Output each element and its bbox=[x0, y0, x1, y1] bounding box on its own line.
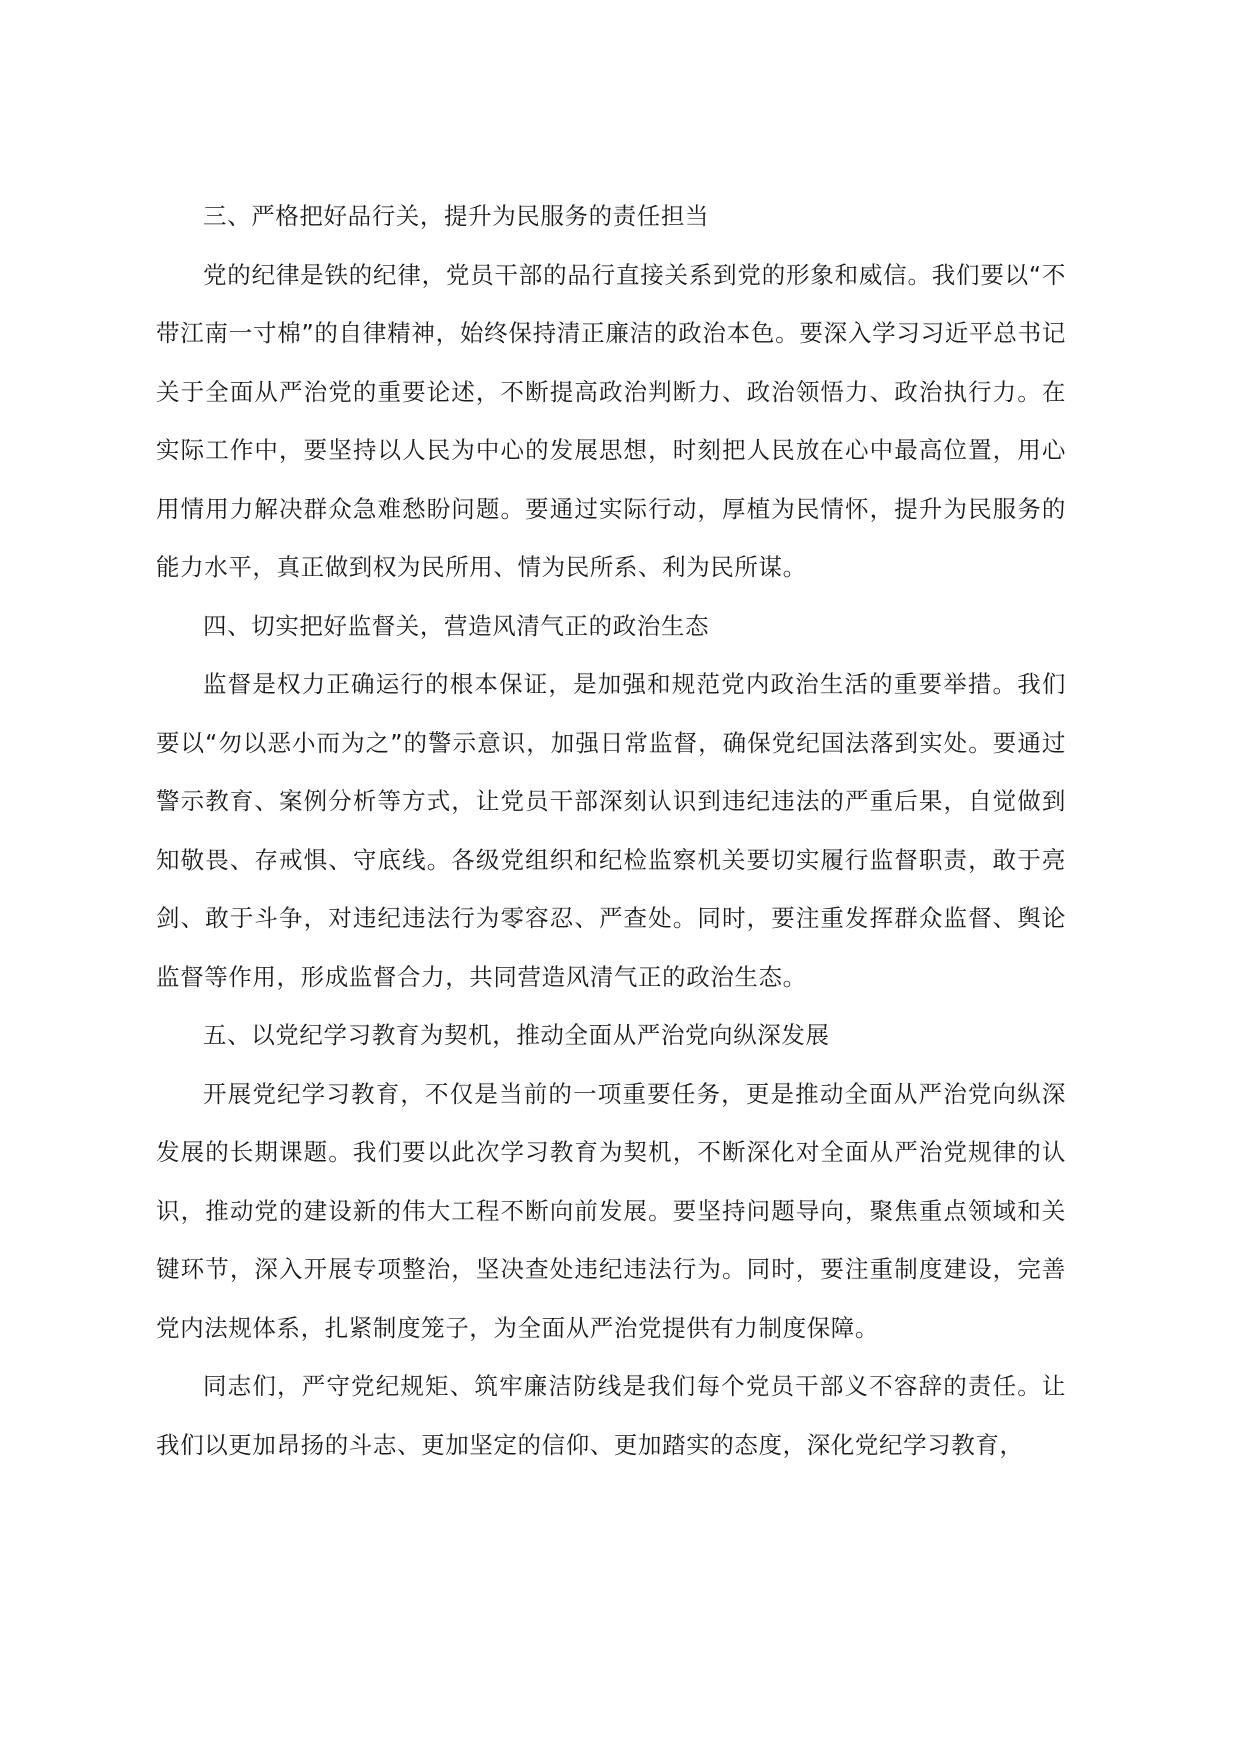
section-heading-5: 五、以党纪学习教育为契机，推动全面从严治党向纵深发展 bbox=[203, 1021, 830, 1049]
section-body-3: 党的纪律是铁的纪律，党员干部的品行直接关系到党的形象和威信。我们要以“不带江南一寸棉”的自律精神，始终保持清正廉洁的政治本色。要深入学习习近平总书记关于全面从严治党的重要论述，不断提高政治判断力、政治领悟力、政治执行力。在实际工作中，要坚持以人民为中心的发展思想，时刻把人民放在心中最高位置，用心用情用力解决群众急难愁盼问题。要通过实际行动，厚植为民情怀，提升为民服务的能力水平，真正做到权为民所用、情为民所系、利为民所谋。 bbox=[156, 260, 1066, 581]
section-body-5: 开展党纪学习教育，不仅是当前的一项重要任务，更是推动全面从严治党向纵深发展的长期课题。我们要以此次学习教育为契机，不断深化对全面从严治党规律的认识，推动党的建设新的伟大工程不断向前发展。要坚持问题导向，聚焦重点领域和关键环节，深入开展专项整治，坚决查处违纪违法行为。同时，要注重制度建设，完善党内法规体系，扎紧制度笼子，为全面从严治党提供有力制度保障。 bbox=[156, 1079, 1066, 1342]
closing-paragraph: 同志们，严守党纪规矩、筑牢廉洁防线是我们每个党员干部义不容辞的责任。让我们以更加昂扬的斗志、更加坚定的信仰、更加踏实的态度，深化党纪学习教育， bbox=[156, 1372, 1066, 1459]
document-page bbox=[156, 187, 1066, 1474]
section-body-4: 监督是权力正确运行的根本保证，是加强和规范党内政治生活的重要举措。我们要以“勿以恶小而为之”的警示意识，加强日常监督，确保党纪国法落到实处。要通过警示教育、案例分析等方式，让党员干部深刻认识到违纪违法的严重后果，自觉做到知敬畏、存戒惧、守底线。各级党组织和纪检监察机关要切实履行监督职责，敢于亮剑、敢于斗争，对违纪违法行为零容忍、严查处。同时，要注重发挥群众监督、舆论监督等作用，形成监督合力，共同营造风清气正的政治生态。 bbox=[156, 670, 1066, 991]
section-heading-4: 四、切实把好监督关，营造风清气正的政治生态 bbox=[203, 611, 710, 640]
section-heading-3: 三、严格把好品行关，提升为民服务的责任担当 bbox=[203, 202, 710, 230]
